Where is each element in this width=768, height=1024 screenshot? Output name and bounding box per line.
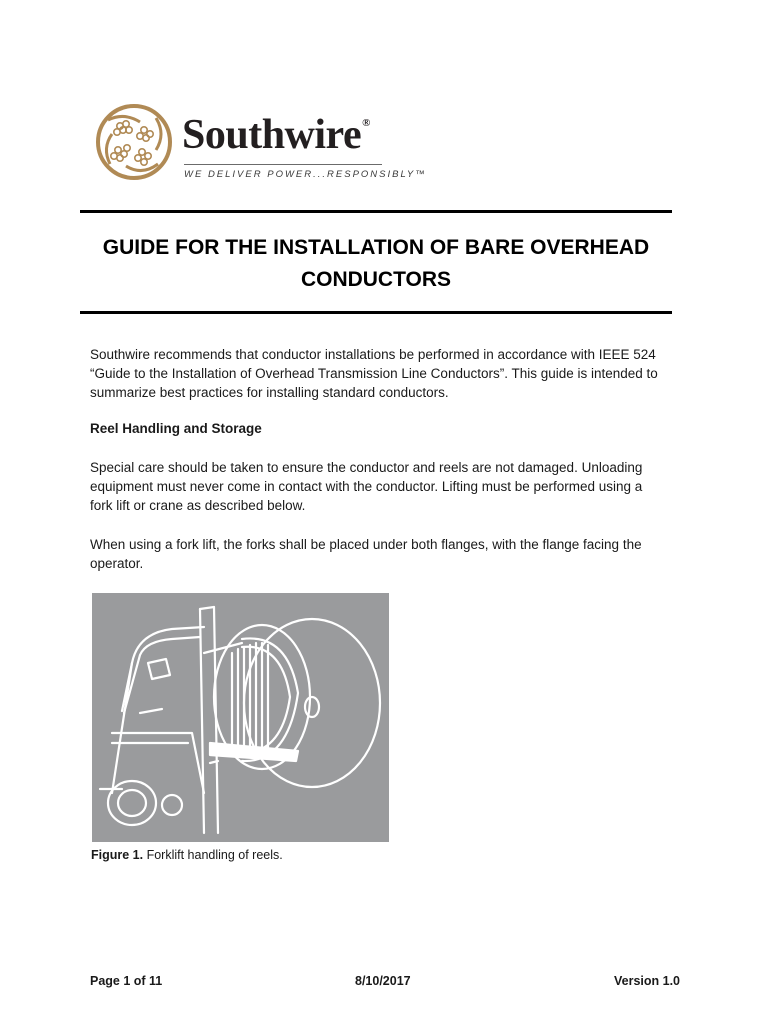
footer-date: 8/10/2017 [355, 974, 411, 988]
footer-version: Version 1.0 [614, 974, 681, 988]
title-top-rule [80, 210, 672, 213]
logo-wordmark [182, 114, 370, 156]
paragraph-line: fork lift or crane as described below. [90, 498, 306, 513]
southwire-logo-mark-icon [94, 102, 174, 182]
forklift-reel-illustration-icon [92, 593, 389, 842]
intro-line: Southwire recommends that conductor installations be performed in accordance with IEEE 524 [90, 347, 656, 362]
document-title [80, 232, 672, 296]
intro-line: summarize best practices for installing standard conductors. [90, 385, 449, 400]
intro-paragraph [90, 345, 690, 402]
forklift-figure [92, 593, 389, 842]
logo-divider [184, 164, 382, 165]
figure-caption [91, 848, 283, 862]
figure-caption-label: Figure 1. [91, 848, 144, 862]
southwire-logo [94, 100, 427, 190]
footer-page-number: Page 1 of 11 [90, 974, 163, 988]
paragraph-line: operator. [90, 556, 144, 571]
document-title-line2: CONDUCTORS [300, 268, 452, 291]
registered-mark: ® [362, 117, 370, 129]
title-bottom-rule [80, 311, 672, 314]
paragraph-line: Special care should be taken to ensure the conductor and reels are not damaged. Unloading [90, 460, 643, 475]
paragraph-line: equipment must never come in contact with the conductor. Lifting must be performed using a [90, 479, 643, 494]
document-title-line1: GUIDE FOR THE INSTALLATION OF BARE OVERHEAD [102, 236, 650, 259]
paragraph-line: When using a fork lift, the forks shall be placed under both flanges, with the flange facing the [90, 537, 642, 552]
reel-care-paragraph [90, 458, 690, 515]
intro-line: “Guide to the Installation of Overhead Transmission Line Conductors”. This guide is intended to [90, 366, 658, 381]
figure-caption-text: Forklift handling of reels. [143, 848, 283, 862]
forklift-paragraph [90, 535, 690, 573]
section-heading: Reel Handling and Storage [90, 421, 262, 436]
logo-wordmark-text: Southwire [182, 112, 362, 158]
logo-tagline: WE DELIVER POWER...RESPONSIBLY™ [184, 169, 427, 180]
